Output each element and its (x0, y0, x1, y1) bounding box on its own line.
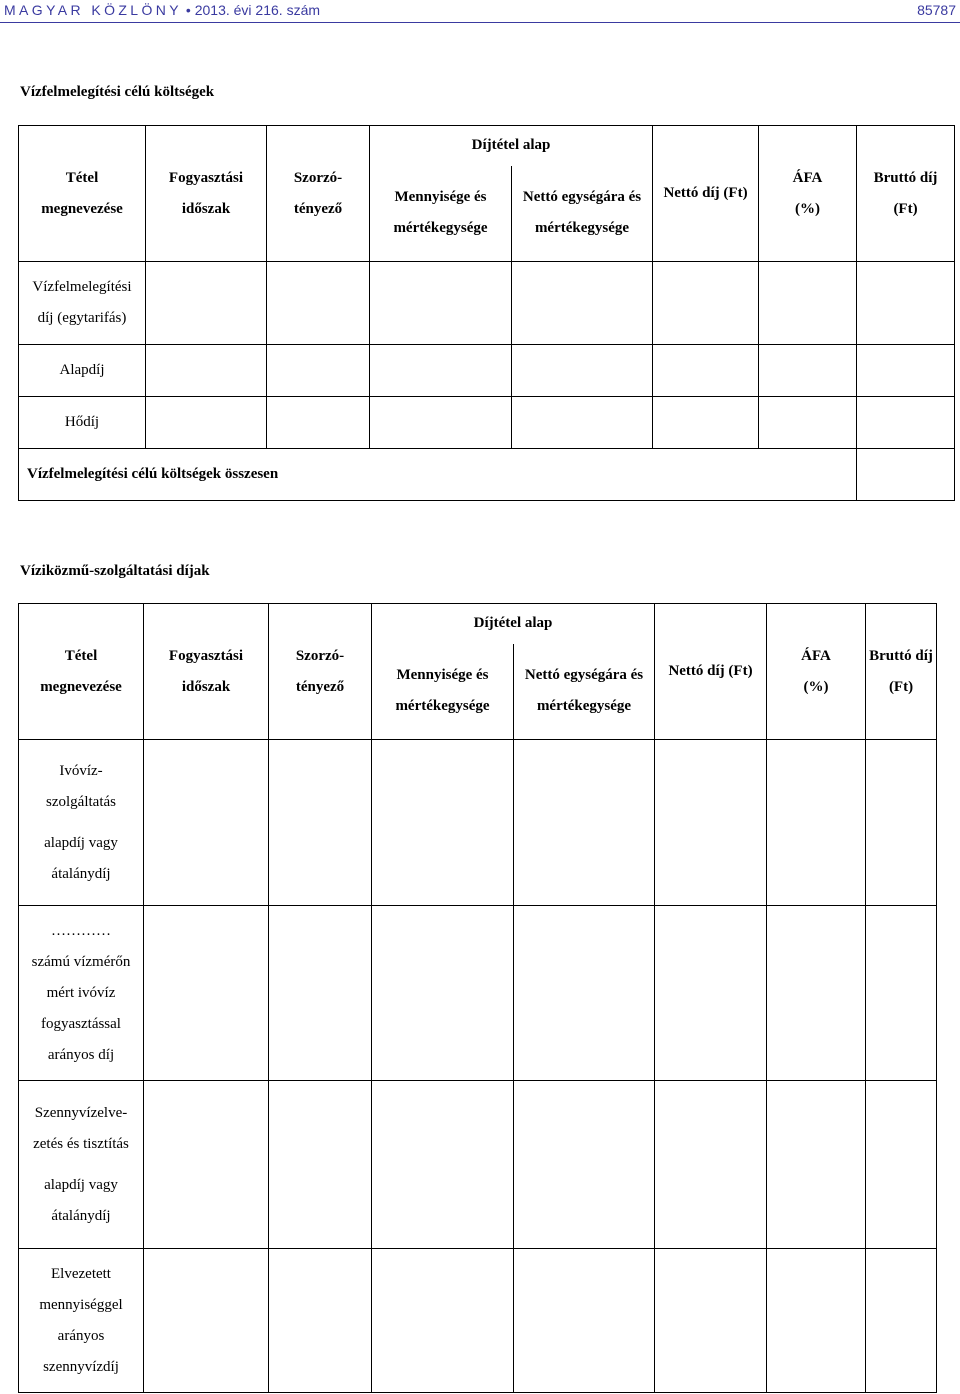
cell[interactable] (146, 397, 267, 449)
page-number: 85787 (917, 2, 956, 18)
cell[interactable] (653, 262, 759, 345)
cell[interactable] (269, 1249, 372, 1393)
col-quantity: Mennyisége és mértékegysége (370, 166, 512, 262)
col-gross: Bruttó díj (Ft) (866, 604, 937, 740)
cell[interactable] (372, 740, 514, 906)
heating-cost-table (18, 125, 955, 501)
header-left (4, 2, 320, 18)
table-row (19, 1249, 937, 1393)
cell[interactable] (655, 906, 767, 1081)
issue-label: 2013. évi 216. szám (194, 2, 321, 18)
utility-fee-table (18, 603, 937, 1393)
cell[interactable] (514, 906, 655, 1081)
row-label: Hődíj (19, 397, 146, 449)
col-item: Tétel megnevezése (19, 126, 146, 262)
col-vat: ÁFA (%) (767, 604, 866, 740)
cell[interactable] (269, 906, 372, 1081)
cell[interactable] (144, 740, 269, 906)
cell[interactable] (655, 1249, 767, 1393)
cell[interactable] (759, 397, 857, 449)
table-row (19, 906, 937, 1081)
cell[interactable] (514, 1249, 655, 1393)
cell[interactable] (370, 262, 512, 345)
cell[interactable] (267, 345, 370, 397)
cell[interactable] (146, 262, 267, 345)
col-net: Nettó díj (Ft) (655, 604, 767, 740)
cell[interactable] (767, 740, 866, 906)
col-base-group: Díjtétel alap (372, 604, 655, 644)
col-item: Tétel megnevezése (19, 604, 144, 740)
cell[interactable] (269, 740, 372, 906)
table-row (19, 262, 955, 345)
page-header (0, 0, 960, 23)
cell[interactable] (653, 397, 759, 449)
total-label: Vízfelmelegítési célú költségek összesen (19, 449, 857, 501)
col-vat: ÁFA (%) (759, 126, 857, 262)
col-factor: Szorzó- tényező (267, 126, 370, 262)
cell[interactable] (512, 262, 653, 345)
row-label: ………… számú vízmérőn mért ivóvíz fogyasztással arányos díj (19, 906, 144, 1081)
publication-name: MAGYAR KÖZLÖNY (4, 2, 183, 18)
cell[interactable] (512, 345, 653, 397)
cell[interactable] (857, 397, 955, 449)
cell[interactable] (512, 397, 653, 449)
col-unit-price: Nettó egységára és mértékegysége (512, 166, 653, 262)
col-quantity: Mennyisége és mértékegysége (372, 644, 514, 740)
table-row (19, 345, 955, 397)
cell[interactable] (267, 262, 370, 345)
row-label: Vízfelmelegítési díj (egytarifás) (19, 262, 146, 345)
cell[interactable] (857, 345, 955, 397)
cell[interactable] (767, 1081, 866, 1249)
cell[interactable] (372, 906, 514, 1081)
cell[interactable] (857, 262, 955, 345)
total-row (19, 449, 955, 501)
cell[interactable] (144, 1081, 269, 1249)
cell[interactable] (514, 1081, 655, 1249)
cell[interactable] (866, 740, 937, 906)
total-cell[interactable] (857, 449, 955, 501)
col-unit-price: Nettó egységára és mértékegysége (514, 644, 655, 740)
cell[interactable] (655, 740, 767, 906)
col-period: Fogyasztási időszak (146, 126, 267, 262)
cell[interactable] (514, 740, 655, 906)
bullet: • (185, 2, 191, 18)
col-gross: Bruttó díj (Ft) (857, 126, 955, 262)
table-row (19, 397, 955, 449)
cell[interactable] (759, 262, 857, 345)
cell[interactable] (372, 1249, 514, 1393)
col-period: Fogyasztási időszak (144, 604, 269, 740)
cell[interactable] (767, 906, 866, 1081)
table-row (19, 740, 937, 906)
cell[interactable] (372, 1081, 514, 1249)
row-label: Alapdíj (19, 345, 146, 397)
cell[interactable] (370, 345, 512, 397)
cell[interactable] (269, 1081, 372, 1249)
section2-title: Víziközmű-szolgáltatási díjak (20, 563, 210, 579)
cell[interactable] (653, 345, 759, 397)
cell[interactable] (767, 1249, 866, 1393)
cell[interactable] (144, 1249, 269, 1393)
cell[interactable] (144, 906, 269, 1081)
row-label: Ivóvíz- szolgáltatás alapdíj vagy átalánydíj (19, 740, 144, 906)
row-label: Elvezetett mennyiséggel arányos szennyvízdíj (19, 1249, 144, 1393)
row-label: Szennyvízelve- zetés és tisztítás alapdíj vagy átalánydíj (19, 1081, 144, 1249)
section1-title: Vízfelmelegítési célú költségek (20, 84, 215, 100)
col-base-group: Díjtétel alap (370, 126, 653, 166)
cell[interactable] (267, 397, 370, 449)
cell[interactable] (655, 1081, 767, 1249)
col-factor: Szorzó- tényező (269, 604, 372, 740)
cell[interactable] (146, 345, 267, 397)
table-row (19, 1081, 937, 1249)
cell[interactable] (370, 397, 512, 449)
col-net: Nettó díj (Ft) (653, 126, 759, 262)
cell[interactable] (866, 1081, 937, 1249)
cell[interactable] (866, 906, 937, 1081)
cell[interactable] (759, 345, 857, 397)
cell[interactable] (866, 1249, 937, 1393)
